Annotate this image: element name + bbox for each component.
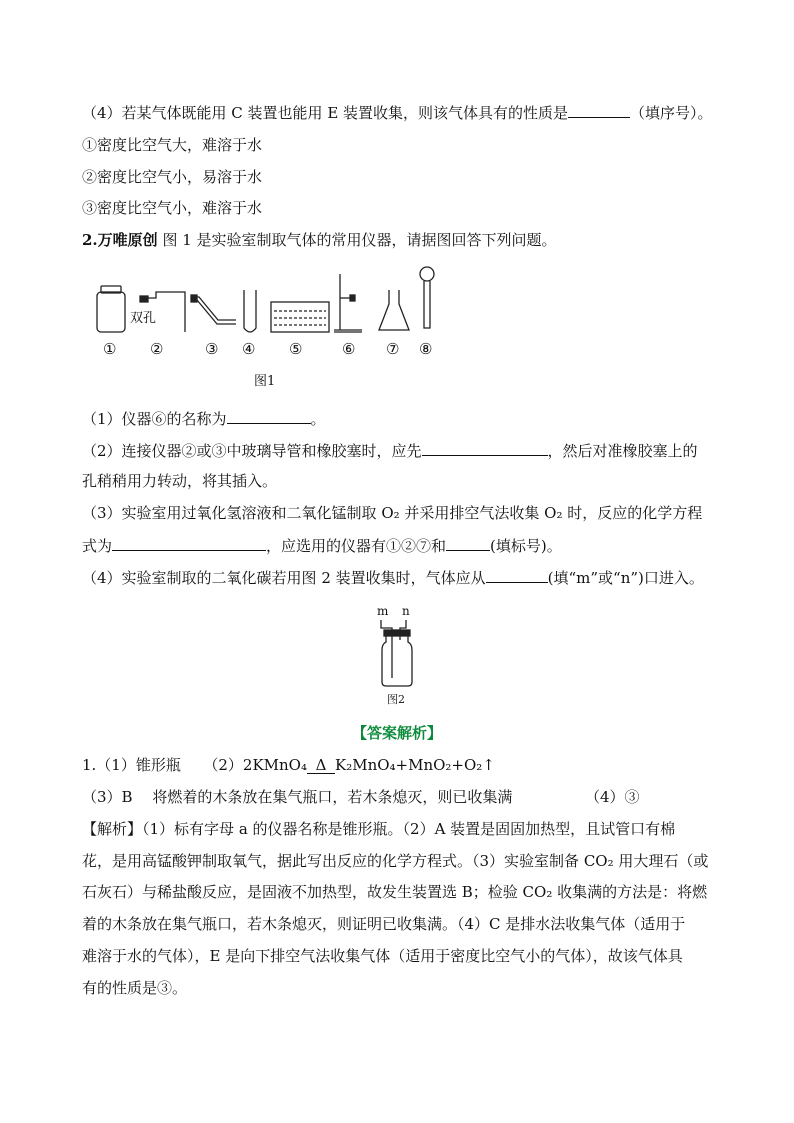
long-funnel-icon	[420, 267, 434, 328]
q1-option-1: ①密度比空气大，难溶于水	[82, 136, 263, 154]
bent-tube-icon	[191, 295, 236, 324]
fig1-label-3: ③	[205, 340, 219, 358]
q1-part4-text-a: （4）若某气体既能用 C 装置也能用 E 装置收集，则该气体具有的性质是	[82, 104, 569, 122]
q2-part2-text-b: ，然后对准橡胶塞上的	[547, 442, 698, 460]
q2-intro: 图 1 是实验室制取气体的常用仪器，请据图回答下列问题。	[157, 231, 557, 249]
fig1-label-1: ①	[103, 340, 117, 358]
gas-collecting-bottle-icon	[381, 620, 412, 686]
heating-condition: Δ	[307, 757, 335, 774]
fig1-label-8: ⑧	[419, 340, 433, 358]
answer-blank	[112, 534, 266, 551]
analysis-line-4: 着的木条放在集气瓶口，若木条熄灭，则证明已收集满。（4）C 是排水法收集气体（适用于	[82, 915, 686, 933]
analysis-line-2: 花，是用高锰酸钾制取氧气，据此写出反应的化学方程式。（3）实验室制备 CO₂ 用大理石（或	[82, 852, 709, 870]
q2-part2-text: （2）连接仪器②或③中玻璃导管和橡胶塞时，应先	[82, 442, 422, 460]
figure-1	[84, 262, 454, 392]
answers-title: 【答案解析】	[351, 724, 442, 742]
q2-part1-text: （1）仪器⑥的名称为	[82, 410, 227, 428]
water-trough-icon	[271, 302, 329, 332]
q2-part4	[82, 566, 704, 589]
wide-mouth-bottle-icon	[97, 286, 125, 332]
q1-part4-text-b: （填序号）。	[630, 104, 713, 122]
fig1-label-5: ⑤	[289, 340, 303, 358]
answer-4: （4）③	[585, 788, 640, 806]
q2-part3-text-c: (填标号)。	[490, 537, 562, 555]
answer-blank	[486, 566, 548, 583]
figure-2	[362, 600, 432, 710]
answer-blank	[227, 407, 311, 424]
q2-part1	[82, 407, 326, 430]
answer-blank	[446, 534, 490, 551]
answers-title-wrap	[0, 722, 794, 743]
q2-part4-text-b: (填“m”或“n”)口进入。	[547, 569, 704, 587]
q1-part4-line	[82, 101, 713, 124]
q1-option-3: ③密度比空气小，难溶于水	[82, 199, 263, 217]
fig1-label-4: ④	[242, 340, 256, 358]
q1-option-2: ②密度比空气小，易溶于水	[82, 168, 263, 186]
answer-blank	[568, 101, 630, 118]
conical-flask-icon	[379, 290, 409, 330]
iron-stand-icon	[334, 274, 362, 332]
q2-part3-text-a: 式为	[82, 537, 113, 555]
answer-1-text: 1.（1）锥形瓶 （2）2KMnO₄	[82, 756, 307, 774]
fig1-label-7: ⑦	[386, 340, 400, 358]
q2-part2	[82, 439, 698, 462]
fig1-label-6: ⑥	[342, 340, 356, 358]
answer-blank	[422, 439, 548, 456]
q2-part3-line1: （3）实验室用过氧化氢溶液和二氧化锰制取 O₂ 并采用排空气法收集 O₂ 时，反应的化学方程	[82, 504, 703, 522]
analysis-line-6: 有的性质是③。	[82, 979, 188, 997]
figure-2-caption: 图2	[387, 693, 405, 706]
test-tube-icon	[244, 290, 256, 332]
analysis-line-1: 【解析】（1）标有字母 a 的仪器名称是锥形瓶。（2）A 装置是固固加热型，且试管口有棉	[82, 820, 676, 838]
answer-line-2	[82, 786, 640, 808]
q2-part1-end: 。	[310, 410, 326, 428]
fig1-label-2: ②	[150, 340, 164, 358]
q2-number: 2.万唯原创	[82, 231, 158, 249]
answer-3: （3）B 将燃着的木条放在集气瓶口，若木条熄灭，则已收集满	[82, 788, 513, 806]
q2-part4-text-a: （4）实验室制取的二氧化碳若用图 2 装置收集时，气体应从	[82, 569, 486, 587]
q2-part3-text-b: ，应选用的仪器有①②⑦和	[266, 537, 447, 555]
answer-equation-products: K₂MnO₄+MnO₂+O₂↑	[334, 756, 495, 774]
q2-part3-line2	[82, 534, 562, 557]
fig2-m-label: m	[377, 604, 389, 618]
fig2-n-label: n	[402, 604, 410, 618]
analysis-line-3: 石灰石）与稀盐酸反应，是固液不加热型，故发生装置选 B；检验 CO₂ 收集满的方法是：将燃	[82, 883, 708, 901]
analysis-line-5: 难溶于水的气体），E 是向下排空气法收集气体（适用于密度比空气小的气体），故该气体具	[82, 947, 683, 965]
q2-intro-line	[82, 229, 557, 251]
figure-1-caption: 图1	[254, 374, 276, 389]
answer-line-1	[82, 754, 495, 776]
double-hole-label: 双孔	[130, 311, 157, 326]
q2-part2-cont: 孔稍稍用力转动，将其插入。	[82, 472, 278, 490]
